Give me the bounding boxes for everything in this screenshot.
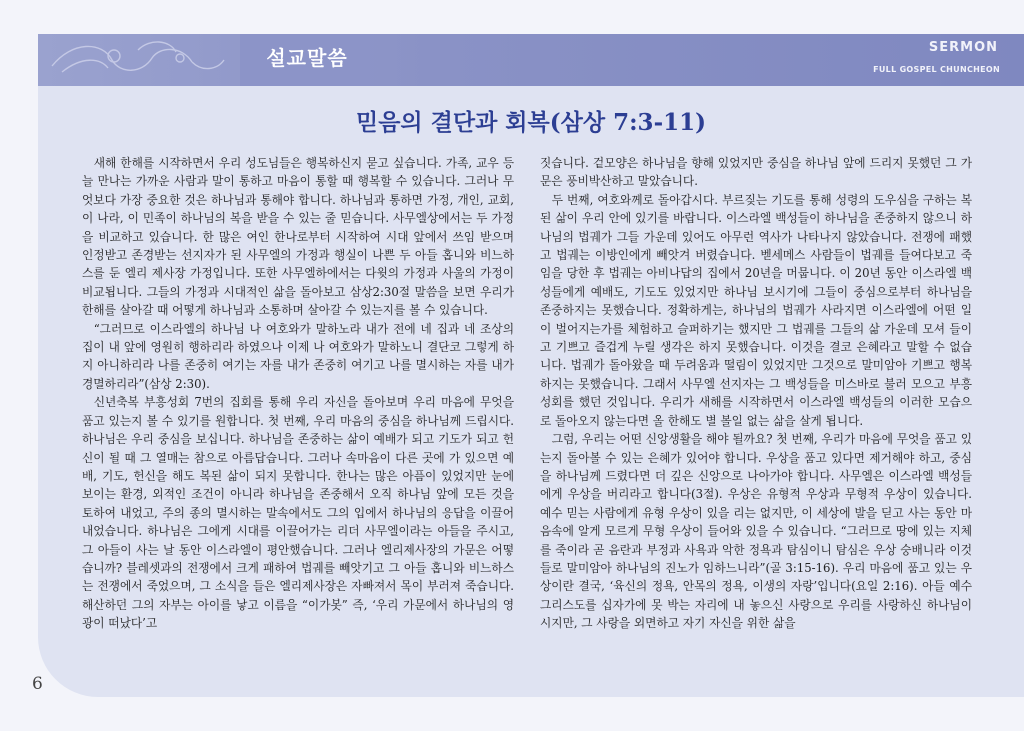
paragraph: 새해 한해를 시작하면서 우리 성도님들은 행복하신지 묻고 싶습니다. 가족, 교우 등 늘 만나는 가까운 사람과 말이 통하고 마음이 통할 때 행복할 수 있습니다. 그러나 무엇보다 가장 중요한 것은 하나님과 통해야 합니다. 하나님과 통하면 가정, 개인, 교회, 이 나라, 이 민족이 하나님의 복을 받을 수 있는 줄 믿습니다. 사무엘상에서는 두 가정을 비교하고 있습니다. 한 많은 여인 한나로부터 시작하여 시대 앞에서 쓰임 받으며 인정받고 존경받는 선지자가 된 사무엘의 가정과 행실이 나쁜 두 아들 홉니와 비느하스를 둔 엘리 제사장 가정입니다. 또한 사무엘하에서는 다윗의 가정과 사울의 가정이 비교됩니다. 그들의 가정과 시대적인 삶을 돌아보고 삼상2:30절 말씀을 보면 우리가 한해를 살아갈 때 어떻게 하나님과 소통하며 살아갈 수 있는지를 볼 수 있습니다.: [82, 156, 514, 318]
sermon-label: SERMON: [928, 40, 998, 55]
paragraph: 신년축복 부흥성회 7번의 집회를 통해 우리 자신을 돌아보며 우리 마음에 무엇을 품고 있는지 볼 수 있기를 원합니다. 첫 번째, 우리 마음의 중심을 하나님께 드립시다. 하나님은 우리 중심을 보십니다. 하나님을 존중하는 삶이 예배가 되고 기도가 되고 헌신이 될 때 그 열매는 참으로 아름답습니다. 그러나 속마음이 다른 곳에 가 있으면 예배, 기도, 헌신을 해도 복된 삶이 되지 못합니다. 한나는 많은 아픔이 있었지만 눈에 보이는 환경, 외적인 조건이 아니라 하나님을 존중해서 오직 하나님 앞에 모든 것을 토하여 내었고, 주의 종의 멸시하는 말속에서도 그의 입에서 하나님의 응답을 이끌어 내었습니다. 하나님은 그에게 시대를 이끌어가는 리더 사무엘이라는 아들을 주시고, 그 아들이 사는 날 동안 이스라엘이 평안했습니다. 그러나 엘리제사장의 가문은 어떻습니까? 블레셋과의 전쟁에서 크게 패하여 법궤를 빼앗기고 그 아들 홉니와 비느하스는 전쟁에서 죽었으며, 그 소식을 들은 엘리제사장은 자빠져서 목이 부러져 죽습니다. 해산하던 그의 자부는 아이를 낳고 이름을 “이가봇” 즉, ‘우리 가문에서 하나님의 영광이 떠났다’고: [82, 395, 514, 631]
article-column-right: [540, 154, 972, 633]
church-label: FULL GOSPEL CHUNCHEON: [873, 65, 1000, 74]
paragraph: 그럼, 우리는 어떤 신앙생활을 해야 될까요? 첫 번째, 우리가 마음에 무엇을 품고 있는지 돌아볼 수 있는 은혜가 있어야 합니다. 우상을 품고 있다면 제거해야 하고, 중심을 하나님께 드렸다면 더 깊은 신앙으로 나아가야 합니다. 사무엘은 이스라엘 백성들에게 우상을 버리라고 합니다(3절). 우상은 유형적 우상과 무형적 우상이 있습니다. 예수 믿는 사람에게 유형 우상이 있을 리는 없지만, 이 세상에 발을 딛고 사는 동안 마음속에 알게 모르게 무형 우상이 들어와 있을 수 있습니다. “그러므로 땅에 있는 지체를 죽이라 곧 음란과 부정과 사욕과 악한 정욕과 탐심이니 탐심은 우상 숭배니라 이것들로 말미암아 하나님의 진노가 임하느니라”(골 3:15-16). 우리 마음에 품고 있는 우상이란 결국, ‘육신의 정욕, 안목의 정욕, 이생의 자랑’입니다(요일 2:16). 아들 예수그리스도를 십자가에 못 박는 자리에 내 놓으신 사랑으로 우리를 사랑하신 하나님이시지만, 그 사랑을 외면하고 자기 자신을 위한 삶을: [540, 432, 972, 631]
paragraph: 두 번째, 여호와께로 돌아갑시다. 부르짖는 기도를 통해 성령의 도우심을 구하는 복된 삶이 우리 안에 있기를 바랍니다. 이스라엘 백성들이 하나님을 존중하지 않으니 하나님의 법궤가 그들 가운데 있어도 아무런 역사가 나타나지 않았습니다. 전쟁에 패했고 법궤는 이방인에게 빼앗겨 버렸습니다. 벧세메스 사람들이 법궤를 들여다보고 죽임을 당한 후 법궤는 아비나답의 집에서 20년을 머뭅니다. 이 20년 동안 이스라엘 백성들에게 예배도, 기도도 있었지만 하나님 보시기에 그들이 중심으로부터 하나님을 존중하지는 못했습니다. 정확하게는, 하나님의 법궤가 사라지면 이스라엘에 어떤 일이 벌어지는가를 체험하고 슬퍼하기는 했지만 그 법궤를 그들의 삶 가운데 모셔 들이고 기쁘고 즐겁게 누릴 생각은 하지 못했습니다. 이것을 결코 은혜라고 말할 수 없습니다. 법궤가 돌아왔을 때 두려움과 떨림이 있었지만 그것으로 말미암아 기쁘고 행복하지는 못했습니다. 그래서 사무엘 선지자는 그 백성들을 미스바로 불러 모으고 부흥성회를 했던 것입니다. 우리가 새해를 시작하면서 이스라엘 백성들의 이러한 모습으로 돌아오지 않는다면 올 한해도 별 볼일 없는 삶을 살게 됩니다.: [540, 192, 972, 428]
article-column-left: [82, 154, 514, 633]
scripture-quote: “그러므로 이스라엘의 하나님 나 여호와가 말하노라 내가 전에 네 집과 네 조상의 집이 내 앞에 영원히 행하리라 하였으나 이제 나 여호와가 말하노니 결단코 그렇게 하지 아니하리라 나를 존중히 여기는 자를 내가 존중히 여기고 나를 멸시하는 자를 내가 경멸하리라”(삼상 2:30).: [82, 321, 514, 391]
article-title: 믿음의 결단과 회복(삼상 7:3-11): [355, 109, 707, 136]
flourish-ornament-icon: [42, 36, 232, 84]
section-title: 설교말씀: [266, 46, 348, 70]
paragraph: 짓습니다. 겉모양은 하나님을 향해 있었지만 중심을 하나님 앞에 드리지 못했던 그 가문은 풍비박산하고 말았습니다.: [540, 156, 972, 189]
page-number: 6: [32, 674, 43, 694]
